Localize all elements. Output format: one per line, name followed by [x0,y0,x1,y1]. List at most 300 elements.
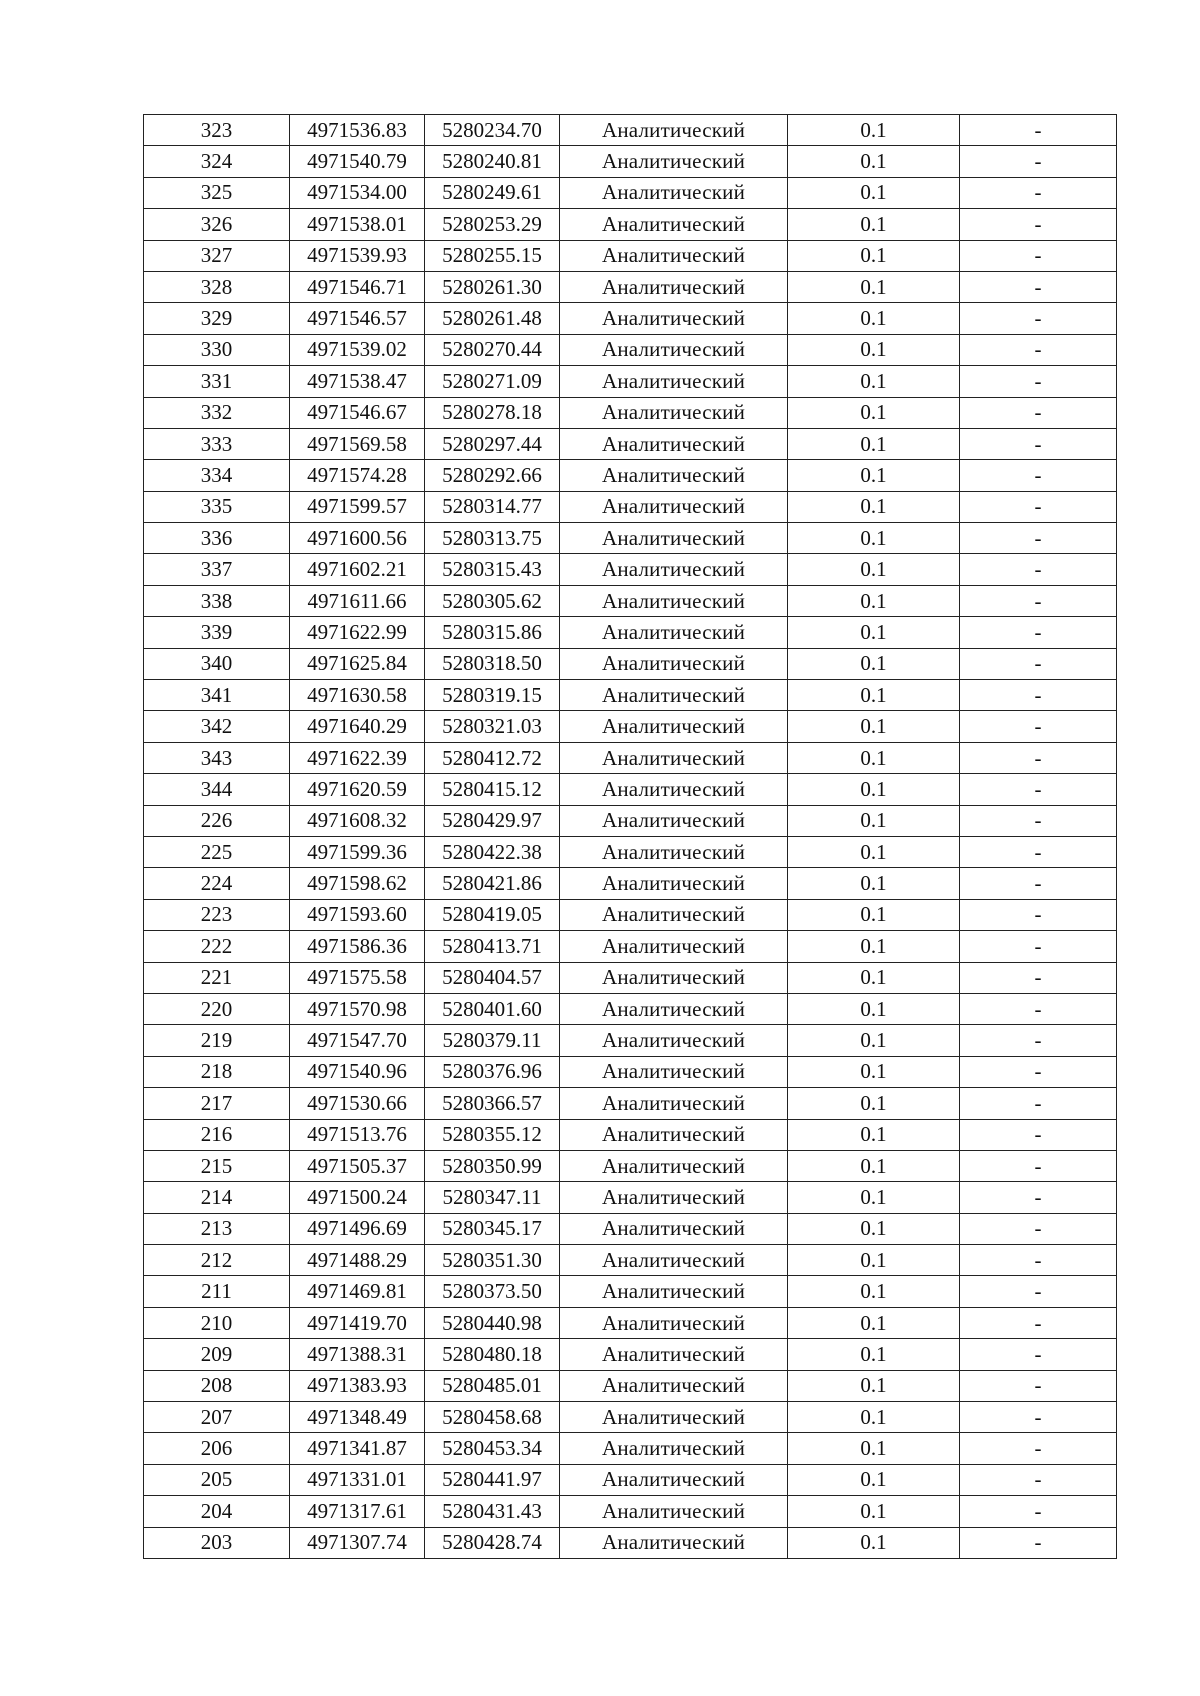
table-row [144,805,1117,836]
table-row [144,115,1117,146]
table-row [144,648,1117,679]
accuracy-cell: 0.1 [788,774,960,805]
y-coordinate-cell: 5280401.60 [425,993,560,1024]
point-number-cell: 344 [144,774,290,805]
x-coordinate-cell: 4971540.79 [290,146,425,177]
accuracy-cell: 0.1 [788,1276,960,1307]
description-cell: - [960,1088,1117,1119]
y-coordinate-cell: 5280261.48 [425,303,560,334]
point-number-cell: 329 [144,303,290,334]
accuracy-cell: 0.1 [788,648,960,679]
point-number-cell: 223 [144,899,290,930]
accuracy-cell: 0.1 [788,1182,960,1213]
method-cell: Аналитический [560,836,788,867]
table-row [144,1402,1117,1433]
table-row [144,1182,1117,1213]
table-row [144,1339,1117,1370]
method-cell: Аналитический [560,993,788,1024]
description-cell: - [960,1402,1117,1433]
x-coordinate-cell: 4971534.00 [290,177,425,208]
accuracy-cell: 0.1 [788,1119,960,1150]
x-coordinate-cell: 4971348.49 [290,1402,425,1433]
description-cell: - [960,177,1117,208]
x-coordinate-cell: 4971640.29 [290,711,425,742]
point-number-cell: 211 [144,1276,290,1307]
accuracy-cell: 0.1 [788,680,960,711]
description-cell: - [960,460,1117,491]
y-coordinate-cell: 5280292.66 [425,460,560,491]
accuracy-cell: 0.1 [788,1464,960,1495]
method-cell: Аналитический [560,491,788,522]
description-cell: - [960,1496,1117,1527]
point-number-cell: 332 [144,397,290,428]
y-coordinate-cell: 5280313.75 [425,523,560,554]
accuracy-cell: 0.1 [788,617,960,648]
method-cell: Аналитический [560,742,788,773]
accuracy-cell: 0.1 [788,899,960,930]
accuracy-cell: 0.1 [788,836,960,867]
method-cell: Аналитический [560,271,788,302]
table-row [144,680,1117,711]
y-coordinate-cell: 5280314.77 [425,491,560,522]
point-number-cell: 207 [144,1402,290,1433]
x-coordinate-cell: 4971600.56 [290,523,425,554]
table-row [144,1464,1117,1495]
y-coordinate-cell: 5280453.34 [425,1433,560,1464]
point-number-cell: 339 [144,617,290,648]
accuracy-cell: 0.1 [788,711,960,742]
method-cell: Аналитический [560,115,788,146]
description-cell: - [960,742,1117,773]
x-coordinate-cell: 4971331.01 [290,1464,425,1495]
point-number-cell: 335 [144,491,290,522]
method-cell: Аналитический [560,868,788,899]
y-coordinate-cell: 5280355.12 [425,1119,560,1150]
method-cell: Аналитический [560,146,788,177]
accuracy-cell: 0.1 [788,366,960,397]
x-coordinate-cell: 4971513.76 [290,1119,425,1150]
table-row [144,1056,1117,1087]
table-row [144,397,1117,428]
accuracy-cell: 0.1 [788,742,960,773]
method-cell: Аналитический [560,554,788,585]
y-coordinate-cell: 5280480.18 [425,1339,560,1370]
method-cell: Аналитический [560,648,788,679]
table-row [144,1496,1117,1527]
x-coordinate-cell: 4971530.66 [290,1088,425,1119]
description-cell: - [960,209,1117,240]
method-cell: Аналитический [560,1025,788,1056]
accuracy-cell: 0.1 [788,962,960,993]
x-coordinate-cell: 4971317.61 [290,1496,425,1527]
x-coordinate-cell: 4971593.60 [290,899,425,930]
y-coordinate-cell: 5280240.81 [425,146,560,177]
y-coordinate-cell: 5280422.38 [425,836,560,867]
point-number-cell: 210 [144,1307,290,1338]
method-cell: Аналитический [560,334,788,365]
accuracy-cell: 0.1 [788,1339,960,1370]
accuracy-cell: 0.1 [788,1527,960,1558]
x-coordinate-cell: 4971383.93 [290,1370,425,1401]
x-coordinate-cell: 4971599.36 [290,836,425,867]
description-cell: - [960,1339,1117,1370]
description-cell: - [960,491,1117,522]
table-row [144,177,1117,208]
method-cell: Аналитический [560,1182,788,1213]
method-cell: Аналитический [560,774,788,805]
accuracy-cell: 0.1 [788,177,960,208]
point-number-cell: 204 [144,1496,290,1527]
accuracy-cell: 0.1 [788,868,960,899]
accuracy-cell: 0.1 [788,554,960,585]
point-number-cell: 334 [144,460,290,491]
description-cell: - [960,1307,1117,1338]
y-coordinate-cell: 5280431.43 [425,1496,560,1527]
table-row [144,523,1117,554]
table-row [144,240,1117,271]
method-cell: Аналитический [560,931,788,962]
y-coordinate-cell: 5280345.17 [425,1213,560,1244]
table-row [144,931,1117,962]
point-number-cell: 219 [144,1025,290,1056]
x-coordinate-cell: 4971622.99 [290,617,425,648]
x-coordinate-cell: 4971570.98 [290,993,425,1024]
x-coordinate-cell: 4971602.21 [290,554,425,585]
x-coordinate-cell: 4971611.66 [290,585,425,616]
description-cell: - [960,554,1117,585]
description-cell: - [960,1056,1117,1087]
table-row [144,554,1117,585]
point-number-cell: 330 [144,334,290,365]
point-number-cell: 208 [144,1370,290,1401]
coordinates-table-body [144,115,1117,1559]
table-row [144,1025,1117,1056]
x-coordinate-cell: 4971538.47 [290,366,425,397]
description-cell: - [960,648,1117,679]
table-row [144,617,1117,648]
description-cell: - [960,334,1117,365]
accuracy-cell: 0.1 [788,271,960,302]
y-coordinate-cell: 5280347.11 [425,1182,560,1213]
x-coordinate-cell: 4971307.74 [290,1527,425,1558]
point-number-cell: 213 [144,1213,290,1244]
description-cell: - [960,617,1117,648]
point-number-cell: 221 [144,962,290,993]
x-coordinate-cell: 4971586.36 [290,931,425,962]
x-coordinate-cell: 4971341.87 [290,1433,425,1464]
y-coordinate-cell: 5280255.15 [425,240,560,271]
point-number-cell: 218 [144,1056,290,1087]
method-cell: Аналитический [560,1370,788,1401]
accuracy-cell: 0.1 [788,1496,960,1527]
description-cell: - [960,1370,1117,1401]
y-coordinate-cell: 5280297.44 [425,428,560,459]
description-cell: - [960,366,1117,397]
accuracy-cell: 0.1 [788,1213,960,1244]
table-row [144,271,1117,302]
accuracy-cell: 0.1 [788,334,960,365]
table-row [144,303,1117,334]
point-number-cell: 224 [144,868,290,899]
description-cell: - [960,899,1117,930]
description-cell: - [960,993,1117,1024]
y-coordinate-cell: 5280412.72 [425,742,560,773]
table-row [144,1276,1117,1307]
point-number-cell: 336 [144,523,290,554]
method-cell: Аналитический [560,1245,788,1276]
table-row [144,1433,1117,1464]
x-coordinate-cell: 4971574.28 [290,460,425,491]
table-row [144,428,1117,459]
table-row [144,962,1117,993]
method-cell: Аналитический [560,366,788,397]
point-number-cell: 343 [144,742,290,773]
x-coordinate-cell: 4971538.01 [290,209,425,240]
x-coordinate-cell: 4971547.70 [290,1025,425,1056]
method-cell: Аналитический [560,1088,788,1119]
y-coordinate-cell: 5280404.57 [425,962,560,993]
accuracy-cell: 0.1 [788,428,960,459]
description-cell: - [960,1213,1117,1244]
y-coordinate-cell: 5280415.12 [425,774,560,805]
y-coordinate-cell: 5280421.86 [425,868,560,899]
accuracy-cell: 0.1 [788,303,960,334]
point-number-cell: 326 [144,209,290,240]
table-row [144,993,1117,1024]
method-cell: Аналитический [560,805,788,836]
table-row [144,1213,1117,1244]
y-coordinate-cell: 5280319.15 [425,680,560,711]
point-number-cell: 328 [144,271,290,302]
accuracy-cell: 0.1 [788,1370,960,1401]
y-coordinate-cell: 5280321.03 [425,711,560,742]
method-cell: Аналитический [560,1276,788,1307]
method-cell: Аналитический [560,460,788,491]
point-number-cell: 338 [144,585,290,616]
y-coordinate-cell: 5280458.68 [425,1402,560,1433]
accuracy-cell: 0.1 [788,1088,960,1119]
y-coordinate-cell: 5280315.86 [425,617,560,648]
y-coordinate-cell: 5280261.30 [425,271,560,302]
point-number-cell: 225 [144,836,290,867]
method-cell: Аналитический [560,680,788,711]
point-number-cell: 222 [144,931,290,962]
description-cell: - [960,271,1117,302]
x-coordinate-cell: 4971496.69 [290,1213,425,1244]
y-coordinate-cell: 5280278.18 [425,397,560,428]
y-coordinate-cell: 5280428.74 [425,1527,560,1558]
point-number-cell: 212 [144,1245,290,1276]
description-cell: - [960,805,1117,836]
method-cell: Аналитический [560,962,788,993]
method-cell: Аналитический [560,1464,788,1495]
table-row [144,899,1117,930]
point-number-cell: 340 [144,648,290,679]
point-number-cell: 331 [144,366,290,397]
y-coordinate-cell: 5280429.97 [425,805,560,836]
x-coordinate-cell: 4971598.62 [290,868,425,899]
x-coordinate-cell: 4971546.57 [290,303,425,334]
description-cell: - [960,680,1117,711]
x-coordinate-cell: 4971500.24 [290,1182,425,1213]
method-cell: Аналитический [560,585,788,616]
point-number-cell: 220 [144,993,290,1024]
description-cell: - [960,146,1117,177]
point-number-cell: 333 [144,428,290,459]
point-number-cell: 342 [144,711,290,742]
method-cell: Аналитический [560,1307,788,1338]
point-number-cell: 214 [144,1182,290,1213]
description-cell: - [960,1433,1117,1464]
accuracy-cell: 0.1 [788,585,960,616]
method-cell: Аналитический [560,1119,788,1150]
table-row [144,711,1117,742]
accuracy-cell: 0.1 [788,491,960,522]
table-row [144,209,1117,240]
point-number-cell: 216 [144,1119,290,1150]
accuracy-cell: 0.1 [788,1402,960,1433]
y-coordinate-cell: 5280351.30 [425,1245,560,1276]
y-coordinate-cell: 5280413.71 [425,931,560,962]
method-cell: Аналитический [560,711,788,742]
accuracy-cell: 0.1 [788,1307,960,1338]
method-cell: Аналитический [560,1527,788,1558]
x-coordinate-cell: 4971419.70 [290,1307,425,1338]
description-cell: - [960,868,1117,899]
method-cell: Аналитический [560,1433,788,1464]
table-row [144,460,1117,491]
method-cell: Аналитический [560,428,788,459]
method-cell: Аналитический [560,899,788,930]
accuracy-cell: 0.1 [788,993,960,1024]
accuracy-cell: 0.1 [788,1245,960,1276]
y-coordinate-cell: 5280253.29 [425,209,560,240]
point-number-cell: 205 [144,1464,290,1495]
description-cell: - [960,303,1117,334]
x-coordinate-cell: 4971546.71 [290,271,425,302]
x-coordinate-cell: 4971469.81 [290,1276,425,1307]
y-coordinate-cell: 5280440.98 [425,1307,560,1338]
method-cell: Аналитический [560,1402,788,1433]
x-coordinate-cell: 4971575.58 [290,962,425,993]
method-cell: Аналитический [560,209,788,240]
x-coordinate-cell: 4971599.57 [290,491,425,522]
description-cell: - [960,523,1117,554]
x-coordinate-cell: 4971540.96 [290,1056,425,1087]
accuracy-cell: 0.1 [788,805,960,836]
x-coordinate-cell: 4971620.59 [290,774,425,805]
point-number-cell: 217 [144,1088,290,1119]
accuracy-cell: 0.1 [788,1056,960,1087]
y-coordinate-cell: 5280373.50 [425,1276,560,1307]
x-coordinate-cell: 4971625.84 [290,648,425,679]
method-cell: Аналитический [560,1056,788,1087]
method-cell: Аналитический [560,1213,788,1244]
x-coordinate-cell: 4971505.37 [290,1150,425,1181]
table-row [144,491,1117,522]
x-coordinate-cell: 4971608.32 [290,805,425,836]
point-number-cell: 215 [144,1150,290,1181]
method-cell: Аналитический [560,523,788,554]
method-cell: Аналитический [560,1150,788,1181]
description-cell: - [960,1150,1117,1181]
x-coordinate-cell: 4971630.58 [290,680,425,711]
table-row [144,146,1117,177]
method-cell: Аналитический [560,303,788,334]
description-cell: - [960,1025,1117,1056]
y-coordinate-cell: 5280485.01 [425,1370,560,1401]
description-cell: - [960,931,1117,962]
table-row [144,836,1117,867]
table-row [144,585,1117,616]
table-row [144,1088,1117,1119]
y-coordinate-cell: 5280376.96 [425,1056,560,1087]
accuracy-cell: 0.1 [788,523,960,554]
coordinates-table [143,114,1117,1559]
point-number-cell: 324 [144,146,290,177]
method-cell: Аналитический [560,617,788,648]
point-number-cell: 325 [144,177,290,208]
accuracy-cell: 0.1 [788,397,960,428]
description-cell: - [960,397,1117,428]
x-coordinate-cell: 4971622.39 [290,742,425,773]
point-number-cell: 337 [144,554,290,585]
table-row [144,1119,1117,1150]
description-cell: - [960,115,1117,146]
description-cell: - [960,1245,1117,1276]
table-row [144,1245,1117,1276]
description-cell: - [960,836,1117,867]
x-coordinate-cell: 4971546.67 [290,397,425,428]
accuracy-cell: 0.1 [788,209,960,240]
point-number-cell: 203 [144,1527,290,1558]
point-number-cell: 327 [144,240,290,271]
x-coordinate-cell: 4971536.83 [290,115,425,146]
description-cell: - [960,428,1117,459]
accuracy-cell: 0.1 [788,115,960,146]
y-coordinate-cell: 5280271.09 [425,366,560,397]
description-cell: - [960,1464,1117,1495]
method-cell: Аналитический [560,177,788,208]
table-row [144,742,1117,773]
table-row [144,1307,1117,1338]
method-cell: Аналитический [560,1339,788,1370]
accuracy-cell: 0.1 [788,1025,960,1056]
y-coordinate-cell: 5280379.11 [425,1025,560,1056]
y-coordinate-cell: 5280270.44 [425,334,560,365]
point-number-cell: 341 [144,680,290,711]
x-coordinate-cell: 4971569.58 [290,428,425,459]
method-cell: Аналитический [560,397,788,428]
y-coordinate-cell: 5280249.61 [425,177,560,208]
accuracy-cell: 0.1 [788,1150,960,1181]
description-cell: - [960,1276,1117,1307]
description-cell: - [960,240,1117,271]
description-cell: - [960,1182,1117,1213]
table-row [144,1527,1117,1558]
y-coordinate-cell: 5280318.50 [425,648,560,679]
y-coordinate-cell: 5280305.62 [425,585,560,616]
y-coordinate-cell: 5280315.43 [425,554,560,585]
x-coordinate-cell: 4971539.93 [290,240,425,271]
table-row [144,868,1117,899]
method-cell: Аналитический [560,1496,788,1527]
point-number-cell: 209 [144,1339,290,1370]
x-coordinate-cell: 4971388.31 [290,1339,425,1370]
description-cell: - [960,774,1117,805]
description-cell: - [960,1527,1117,1558]
accuracy-cell: 0.1 [788,460,960,491]
